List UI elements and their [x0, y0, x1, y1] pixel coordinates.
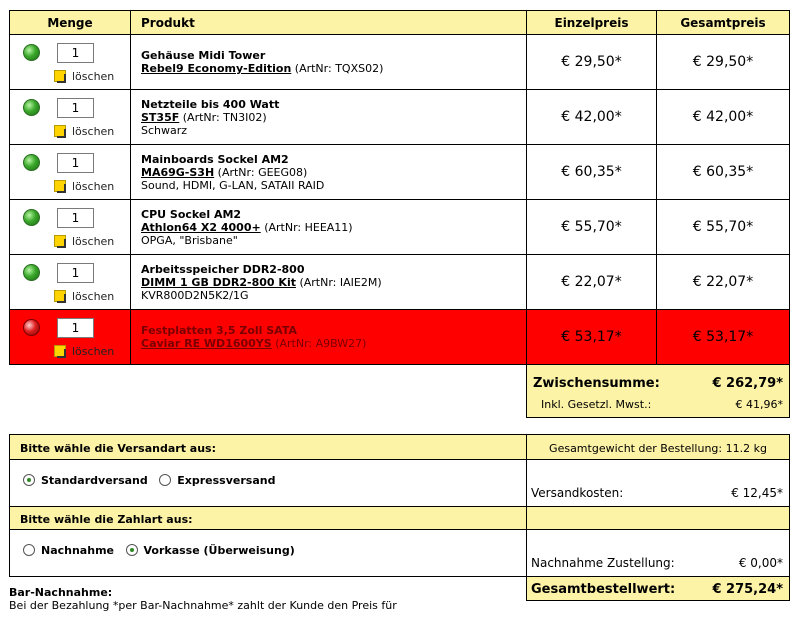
subtotal-value: € 262,79* — [712, 376, 783, 391]
delete-arrow-icon — [53, 125, 66, 138]
product-cell — [131, 310, 527, 365]
delete-link[interactable] — [53, 290, 114, 303]
radio-vorkasse[interactable] — [126, 544, 138, 556]
cart-row — [10, 255, 790, 310]
cart-table — [9, 10, 790, 365]
cart-row — [10, 35, 790, 90]
radio-standardversand[interactable] — [23, 474, 35, 486]
product-name-link[interactable]: MA69G-S3H — [141, 165, 215, 179]
label-nachnahme[interactable]: Nachnahme — [41, 544, 114, 557]
header-gesamtpreis: Gesamtpreis — [657, 11, 790, 35]
delete-label[interactable]: löschen — [72, 125, 115, 138]
note-title: Bar-Nachnahme: — [9, 586, 113, 599]
green-status-icon — [23, 154, 40, 171]
radio-expressversand[interactable] — [159, 474, 171, 486]
shipping-cost-label: Versandkosten: — [531, 486, 624, 500]
product-details: OPGA, "Brisbane" — [141, 233, 238, 247]
product-details: Schwarz — [141, 123, 188, 137]
label-vorkasse[interactable]: Vorkasse (Überweisung) — [143, 544, 295, 557]
qty-cell — [10, 35, 131, 90]
product-category: Mainboards Sockel AM2 — [141, 152, 289, 166]
shipping-options — [9, 459, 527, 507]
product-category: Gehäuse Midi Tower — [141, 49, 266, 62]
product-category: Festplatten 3,5 Zoll SATA — [141, 324, 298, 337]
delete-arrow-icon — [53, 70, 66, 83]
red-status-icon — [23, 319, 40, 336]
line-total: € 29,50* — [657, 35, 790, 90]
delete-label[interactable]: löschen — [72, 70, 115, 83]
cod-value: € 0,00* — [738, 556, 783, 570]
shipping-payment-panel — [9, 434, 790, 601]
payment-header: Bitte wähle die Zahlart aus: — [9, 506, 527, 530]
product-name-link[interactable]: Caviar RE WD1600YS — [141, 337, 272, 350]
quantity-input[interactable] — [57, 153, 94, 173]
note-text: Bei der Bezahlung *per Bar-Nachnahme* zahlt der Kunde den Preis für — [9, 599, 397, 612]
label-standardversand[interactable]: Standardversand — [41, 474, 148, 487]
delete-label[interactable]: löschen — [72, 290, 115, 303]
cart-header-row — [10, 11, 790, 35]
cart-row — [10, 145, 790, 200]
weight-text: Gesamtgewicht der Bestellung: 11.2 kg — [526, 434, 790, 460]
product-category: CPU Sockel AM2 — [141, 207, 242, 221]
quantity-input[interactable] — [57, 98, 94, 118]
product-name-link[interactable]: ST35F — [141, 110, 180, 124]
delete-link[interactable] — [53, 180, 114, 193]
line-total: € 53,17* — [657, 310, 790, 365]
grand-total-value: € 275,24* — [712, 582, 783, 597]
product-artnr: (ArtNr: TN3I02) — [182, 110, 267, 124]
green-status-icon — [23, 209, 40, 226]
product-cell — [131, 200, 527, 255]
product-details: KVR800D2N5K2/1G — [141, 288, 249, 302]
radio-nachnahme[interactable] — [23, 544, 35, 556]
line-total: € 60,35* — [657, 145, 790, 200]
line-total: € 22,07* — [657, 255, 790, 310]
subtotal-box — [526, 364, 790, 418]
product-artnr: (ArtNr: IAIE2M) — [299, 275, 382, 289]
cod-cell — [526, 529, 790, 577]
product-details: Sound, HDMI, G-LAN, SATAII RAID — [141, 178, 325, 192]
product-category: Arbeitsspeicher DDR2-800 — [141, 262, 305, 276]
delete-arrow-icon — [53, 345, 66, 358]
delete-arrow-icon — [53, 235, 66, 248]
delete-label[interactable]: löschen — [72, 235, 115, 248]
grand-total-cell — [526, 576, 790, 601]
unit-price: € 42,00* — [527, 90, 657, 145]
unit-price: € 60,35* — [527, 145, 657, 200]
vat-value: € 41,96* — [735, 398, 783, 411]
line-total: € 55,70* — [657, 200, 790, 255]
payment-note — [9, 586, 397, 612]
product-cell — [131, 90, 527, 145]
product-artnr: (ArtNr: TQXS02) — [294, 62, 384, 75]
delete-link[interactable] — [53, 345, 114, 358]
subtotal-label: Zwischensumme: — [533, 376, 660, 391]
cod-label: Nachnahme Zustellung: — [531, 556, 675, 570]
product-category: Netzteile bis 400 Watt — [141, 97, 280, 111]
header-einzelpreis: Einzelpreis — [527, 11, 657, 35]
label-expressversand[interactable]: Expressversand — [177, 474, 276, 487]
shipping-header: Bitte wähle die Versandart aus: — [9, 434, 527, 460]
grand-total-label: Gesamtbestellwert: — [531, 582, 676, 597]
quantity-input[interactable] — [57, 263, 94, 283]
cart-row — [10, 310, 790, 365]
product-cell — [131, 255, 527, 310]
delete-arrow-icon — [53, 290, 66, 303]
delete-link[interactable] — [53, 235, 114, 248]
unit-price: € 53,17* — [527, 310, 657, 365]
green-status-icon — [23, 99, 40, 116]
cart-row — [10, 90, 790, 145]
product-artnr: (ArtNr: HEEA11) — [264, 220, 353, 234]
payment-header-spacer — [526, 506, 790, 530]
product-name-link[interactable]: Rebel9 Economy-Edition — [141, 62, 292, 75]
shipping-cost-cell — [526, 459, 790, 507]
product-artnr: (ArtNr: GEEG08) — [217, 165, 308, 179]
delete-link[interactable] — [53, 125, 114, 138]
qty-cell — [10, 145, 131, 200]
delete-label[interactable]: löschen — [72, 345, 115, 358]
unit-price: € 55,70* — [527, 200, 657, 255]
product-name-link[interactable]: Athlon64 X2 4000+ — [141, 220, 261, 234]
qty-cell — [10, 255, 131, 310]
line-total: € 42,00* — [657, 90, 790, 145]
payment-options — [9, 529, 527, 577]
delete-link[interactable] — [53, 70, 114, 83]
product-artnr: (ArtNr: A9BW27) — [275, 337, 367, 350]
product-cell — [131, 145, 527, 200]
unit-price: € 22,07* — [527, 255, 657, 310]
qty-cell — [10, 310, 131, 365]
quantity-input[interactable] — [57, 318, 94, 338]
delete-arrow-icon — [53, 180, 66, 193]
header-produkt: Produkt — [131, 11, 527, 35]
product-name-link[interactable]: DIMM 1 GB DDR2-800 Kit — [141, 275, 296, 289]
shipping-cost-value: € 12,45* — [731, 486, 783, 500]
green-status-icon — [23, 44, 40, 61]
quantity-input[interactable] — [57, 208, 94, 228]
unit-price: € 29,50* — [527, 35, 657, 90]
vat-label: Inkl. Gesetzl. Mwst.: — [541, 398, 652, 411]
green-status-icon — [23, 264, 40, 281]
product-cell — [131, 35, 527, 90]
header-menge: Menge — [10, 11, 131, 35]
delete-label[interactable]: löschen — [72, 180, 115, 193]
cart-row — [10, 200, 790, 255]
qty-cell — [10, 200, 131, 255]
quantity-input[interactable] — [57, 43, 94, 63]
qty-cell — [10, 90, 131, 145]
